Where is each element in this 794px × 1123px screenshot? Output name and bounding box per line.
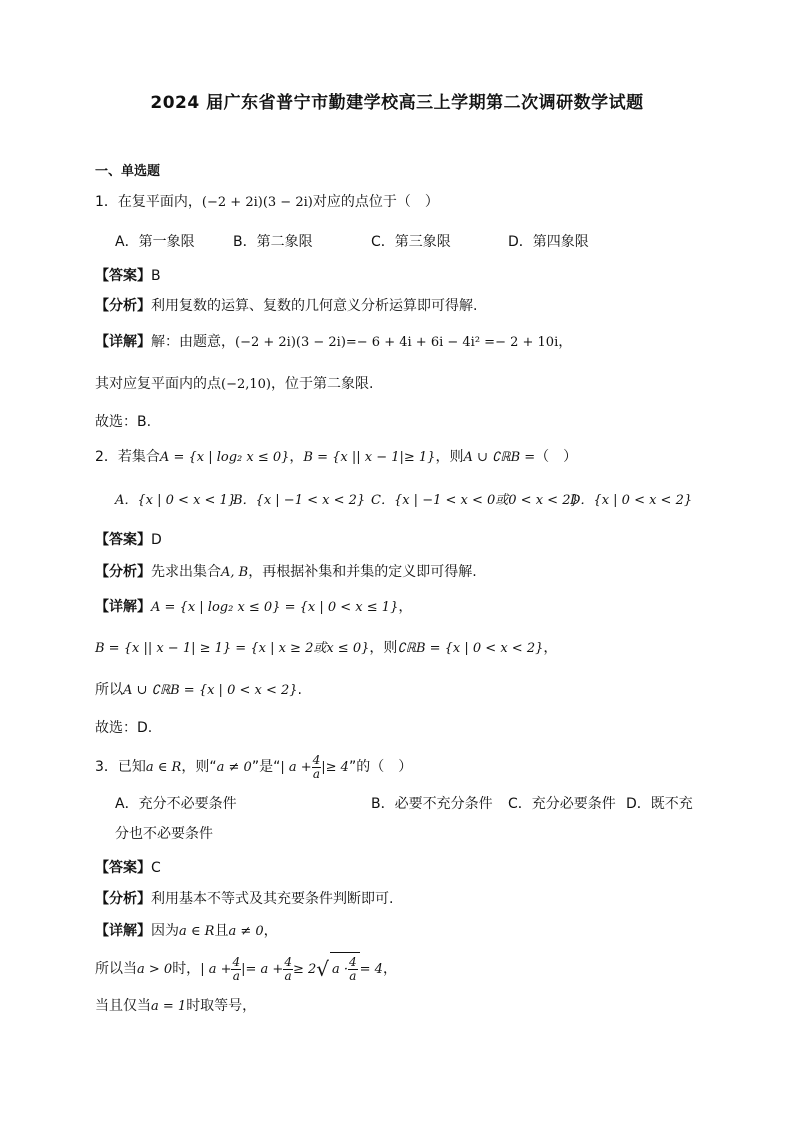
question-3-abs-close: |≥ 4 xyxy=(321,760,349,775)
question-3-option-d-continued: 分也不必要条件 xyxy=(115,826,213,842)
question-3-option-b: B．必要不充分条件 xyxy=(371,796,493,812)
fraction-numerator: 4 xyxy=(232,954,241,969)
equals-expression: |= a + xyxy=(241,962,284,977)
analysis-math: A, B xyxy=(221,565,249,580)
detail-suffix: ， xyxy=(398,599,413,615)
question-3-condition-1: a ≠ 0 xyxy=(216,760,252,775)
fraction-denominator: a xyxy=(284,968,292,983)
detail-math: (−2,10) xyxy=(221,377,271,392)
sqrt-icon: √ xyxy=(316,957,329,981)
answer-tag: 【答案】 xyxy=(95,532,151,548)
fraction-denominator: a xyxy=(312,766,321,781)
detail-math: (−2 + 2i)(3 − 2i)=− 6 + 4i + 6i − 4i² =− 2 + 10i xyxy=(235,335,559,350)
analysis-prefix: 先求出集合 xyxy=(151,564,221,580)
question-3-abs-open: | a + xyxy=(280,760,312,775)
analysis-suffix: ，再根据补集和并集的定义即可得解. xyxy=(248,564,477,580)
question-3-answer xyxy=(95,858,161,878)
question-2-stem xyxy=(95,447,577,468)
detail-prefix: 解：由题意， xyxy=(151,334,235,350)
question-2-detail xyxy=(95,597,412,618)
detail-prefix: 所以当 xyxy=(95,961,137,977)
question-1-stem xyxy=(95,192,439,213)
question-1-answer xyxy=(95,266,161,286)
detail-suffix: . xyxy=(297,682,302,698)
question-2-option-b: B．{x | −1 < x < 2} xyxy=(233,493,366,508)
detail-math: B = {x || x − 1| ≥ 1} = {x | x ≥ 2或x ≤ 0} xyxy=(95,641,370,656)
detail-math-2: a ≠ 0 xyxy=(228,924,264,939)
answer-value: B xyxy=(151,268,161,284)
question-3-detail-line-2 xyxy=(95,952,397,986)
fraction xyxy=(348,956,358,983)
fraction xyxy=(283,956,293,983)
detail-middle: 时， xyxy=(172,961,201,977)
analysis-text: 利用基本不等式及其充要条件判断即可. xyxy=(151,891,394,907)
question-3-prefix: 3．已知 xyxy=(95,759,146,775)
result: = 4 xyxy=(359,962,383,977)
question-2-suffix: （ ） xyxy=(535,449,578,465)
page-title: 2024 届广东省普宁市勤建学校高三上学期第二次调研数学试题 xyxy=(150,93,644,113)
question-1-option-d: D．第四象限 xyxy=(508,234,589,250)
question-1-prefix: 1．在复平面内， xyxy=(95,194,202,210)
question-2-prefix: 2．若集合 xyxy=(95,449,160,465)
detail-math-1: a ∈ R xyxy=(179,924,215,939)
question-1-detail-line-2 xyxy=(95,374,373,395)
question-3-option-d: D．既不充 xyxy=(626,796,693,812)
analysis-tag: 【分析】 xyxy=(95,564,151,580)
question-2-answer xyxy=(95,530,162,550)
detail-tag: 【详解】 xyxy=(95,599,151,615)
detail-tag: 【详解】 xyxy=(95,923,151,939)
detail-prefix: 其对应复平面内的点 xyxy=(95,376,221,392)
question-1-option-a: A．第一象限 xyxy=(115,234,195,250)
detail-math: a = 1 xyxy=(151,999,187,1014)
detail-suffix: ，位于第二象限. xyxy=(270,376,374,392)
set-a: A = {x | log₂ x ≤ 0} xyxy=(159,450,290,465)
question-3-middle-2: ”是“ xyxy=(251,759,281,775)
detail-suffix: ， xyxy=(263,923,278,939)
question-2-detail-line-2 xyxy=(95,638,557,659)
question-3-stem xyxy=(95,752,412,783)
question-1-analysis xyxy=(95,296,477,316)
detail-middle: ，则 xyxy=(369,640,398,656)
detail-math: a > 0 xyxy=(137,962,173,977)
separator: ， xyxy=(289,449,304,465)
detail-suffix: ， xyxy=(558,334,573,350)
question-3-suffix: ”的（ ） xyxy=(348,759,413,775)
answer-tag: 【答案】 xyxy=(95,268,151,284)
fraction-numerator: 4 xyxy=(312,752,321,767)
detail-prefix: 当且仅当 xyxy=(95,998,151,1014)
question-2-analysis xyxy=(95,562,477,583)
detail-math-2: ∁ℝB = {x | 0 < x < 2} xyxy=(397,641,544,656)
detail-prefix: 因为 xyxy=(151,923,179,939)
fraction-denominator: a xyxy=(232,968,240,983)
fraction-denominator: a xyxy=(349,968,357,983)
analysis-text: 利用复数的运算、复数的几何意义分析运算即可得解. xyxy=(151,298,478,314)
question-2-option-a: A．{x | 0 < x < 1} xyxy=(115,493,237,508)
question-3-detail xyxy=(95,921,278,942)
question-3-analysis xyxy=(95,889,393,909)
question-2-detail-line-3 xyxy=(95,680,302,701)
question-3-math-a: a ∈ R xyxy=(145,760,182,775)
detail-math: A ∪ ∁ℝB = {x | 0 < x < 2} xyxy=(123,683,298,698)
set-b: B = {x || x − 1|≥ 1} xyxy=(303,450,436,465)
question-2-expression: A ∪ ∁ℝB = xyxy=(463,450,536,465)
inequality: ≥ 2 xyxy=(292,962,317,977)
section-heading: 一、单选题 xyxy=(95,164,161,179)
question-2-choice: 故选：D. xyxy=(95,720,153,736)
question-1-option-b: B．第二象限 xyxy=(233,234,313,250)
detail-suffix: ， xyxy=(382,961,397,977)
answer-value: D xyxy=(151,532,162,548)
detail-tag: 【详解】 xyxy=(95,334,151,350)
question-1-suffix: 对应的点位于（ ） xyxy=(312,194,439,210)
question-1-detail xyxy=(95,332,572,353)
question-1-option-c: C．第三象限 xyxy=(371,234,451,250)
analysis-tag: 【分析】 xyxy=(95,891,151,907)
answer-tag: 【答案】 xyxy=(95,860,151,876)
question-3-detail-line-3 xyxy=(95,996,256,1017)
question-2-option-d: D．{x | 0 < x < 2} xyxy=(570,493,693,508)
detail-suffix: 时取等号， xyxy=(186,998,257,1014)
fraction xyxy=(312,754,322,781)
answer-value: C xyxy=(151,860,161,876)
radicand-prefix: a · xyxy=(332,962,349,977)
question-2-option-c: C．{x | −1 < x < 0或0 < x < 2} xyxy=(371,493,579,508)
question-1-math: (−2 + 2i)(3 − 2i) xyxy=(201,195,313,210)
detail-math: A = {x | log₂ x ≤ 0} = {x | 0 < x ≤ 1} xyxy=(151,600,399,615)
question-1-choice: 故选：B. xyxy=(95,414,152,430)
analysis-tag: 【分析】 xyxy=(95,298,151,314)
fraction xyxy=(231,956,241,983)
detail-suffix: ， xyxy=(543,640,558,656)
sqrt-radicand xyxy=(330,952,360,986)
question-3-middle-1: ，则“ xyxy=(181,759,217,775)
detail-middle: 且 xyxy=(214,923,229,939)
question-2-middle: ，则 xyxy=(435,449,464,465)
fraction-numerator: 4 xyxy=(349,954,357,969)
question-3-option-a: A．充分不必要条件 xyxy=(115,796,237,812)
abs-open: | a + xyxy=(200,962,232,977)
question-3-option-c: C．充分必要条件 xyxy=(508,796,616,812)
detail-prefix: 所以 xyxy=(95,682,123,698)
fraction-numerator: 4 xyxy=(284,954,292,969)
